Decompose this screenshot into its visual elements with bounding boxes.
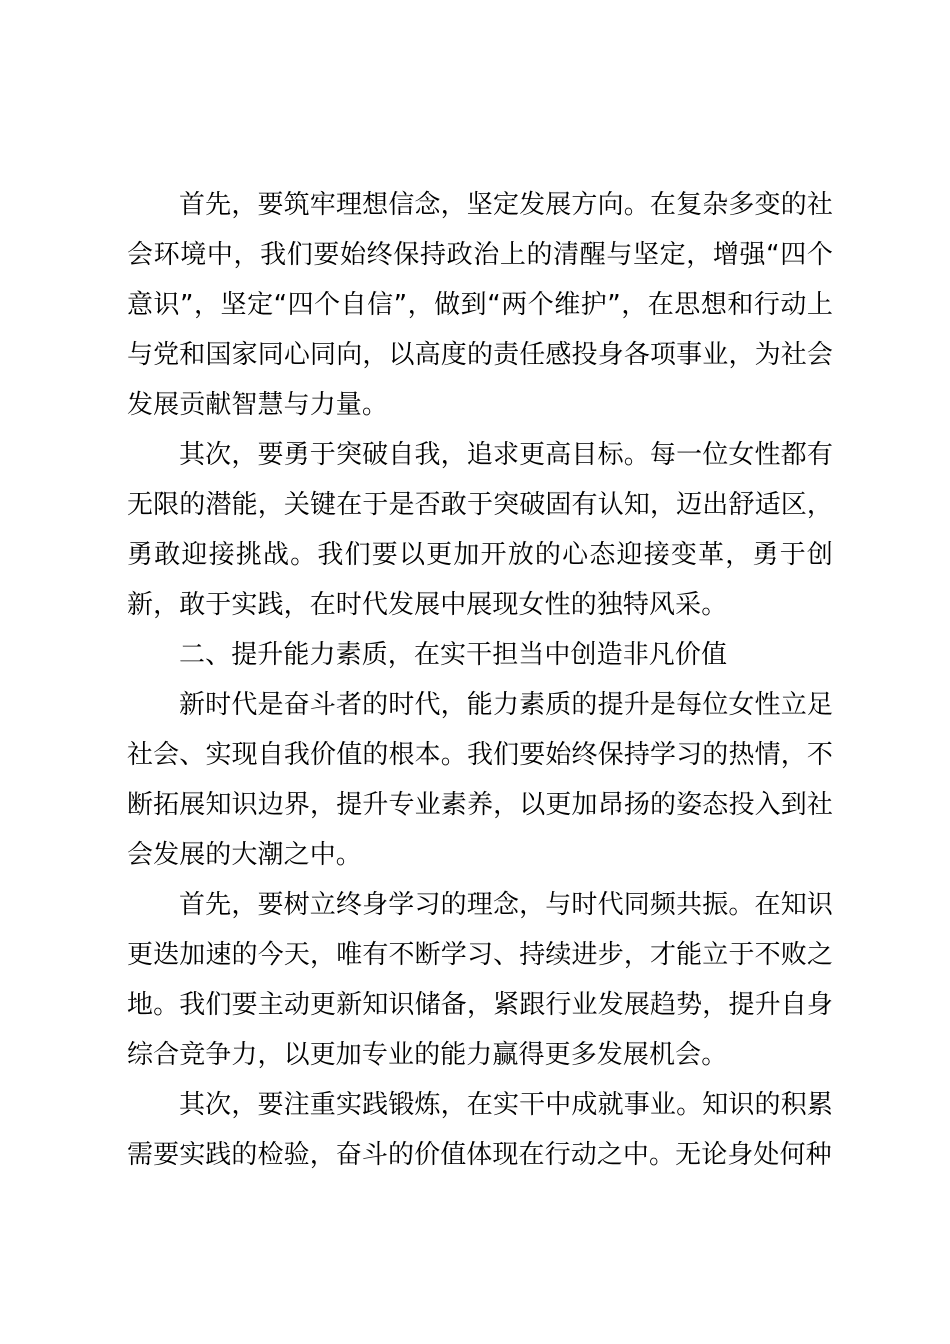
paragraph-practice: 其次，要注重实践锻炼，在实干中成就事业。知识的积累需要实践的检验，奋斗的价值体现在行动之中。无论身处何种 [127, 1090, 833, 1170]
paragraph-ideals: 首先，要筑牢理想信念，坚定发展方向。在复杂多变的社会环境中，我们要始终保持政治上的清醒与坚定，增强“四个意识”，坚定“四个自信”，做到“两个维护”，在思想和行动上与党和国家同心同向，以高度的责任感投身各项事业，为社会发展贡献智慧与力量。 [127, 190, 833, 420]
paragraph-self-breakthrough: 其次，要勇于突破自我，追求更高目标。每一位女性都有无限的潜能，关键在于是否敢于突破固有认知，迈出舒适区，勇敢迎接挑战。我们要以更加开放的心态迎接变革，勇于创新，敢于实践，在时代发展中展现女性的独特风采。 [127, 440, 833, 620]
paragraph-lifelong-learning: 首先，要树立终身学习的理念，与时代同频共振。在知识更迭加速的今天，唯有不断学习、持续进步，才能立于不败之地。我们要主动更新知识储备，紧跟行业发展趋势，提升自身综合竞争力，以更加专业的能力赢得更多发展机会。 [127, 890, 833, 1070]
section-heading-2: 二、提升能力素质，在实干担当中创造非凡价值 [179, 640, 728, 670]
document-body [127, 180, 833, 1180]
paragraph-new-era: 新时代是奋斗者的时代，能力素质的提升是每位女性立足社会、实现自我价值的根本。我们要始终保持学习的热情，不断拓展知识边界，提升专业素养，以更加昂扬的姿态投入到社会发展的大潮之中。 [127, 690, 833, 870]
